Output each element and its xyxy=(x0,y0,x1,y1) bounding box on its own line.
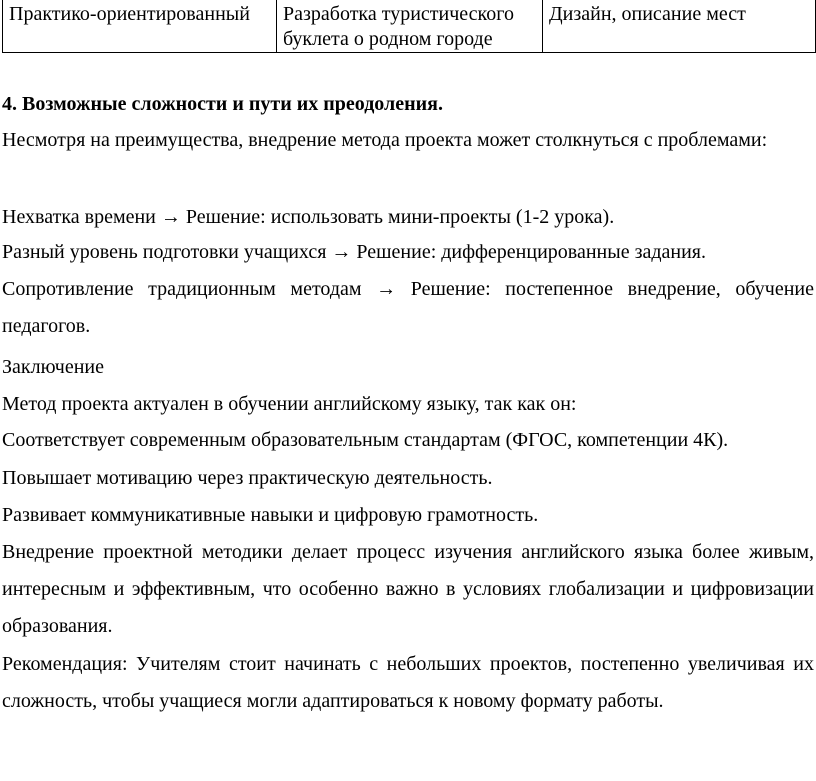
table-cell-project-skills: Дизайн, описание мест xyxy=(543,0,816,53)
paragraph-level-issue: Разный уровень подготовки учащихся → Решение: дифференцированные задания. xyxy=(2,241,707,263)
paragraph-standards: Соответствует современным образовательным стандартам (ФГОС, компетенции 4К). xyxy=(2,429,729,451)
paragraph-time-issue: Нехватка времени → Решение: использовать мини-проекты (1-2 урока). xyxy=(2,206,615,228)
paragraph-resistance-issue: Сопротивление традиционным методам → Решение: постепенное внедрение, обучение педагогов. xyxy=(2,278,814,337)
paragraph-motivation: Повышает мотивацию через практическую деятельность. xyxy=(2,467,493,489)
paragraph-intro: Несмотря на преимущества, внедрение метода проекта может столкнуться с проблемами: xyxy=(2,129,768,151)
paragraph-method-relevance: Метод проекта актуален в обучении английскому языку, так как он: xyxy=(2,393,577,415)
paragraph-skills: Развивает коммуникативные навыки и цифровую грамотность. xyxy=(2,504,539,526)
project-table xyxy=(2,0,816,53)
paragraph-recommendation: Рекомендация: Учителям стоит начинать с небольших проектов, постепенно увеличивая их сложность, чтобы учащиеся могли адаптироваться к новому формату работы. xyxy=(2,653,814,712)
table-row xyxy=(3,0,816,53)
paragraph-implementation: Внедрение проектной методики делает процесс изучения английского языка более живым, интересным и эффективным, что особенно важно в условиях глобализации и цифровизации образования. xyxy=(2,541,814,637)
conclusion-heading: Заключение xyxy=(2,356,104,378)
section-heading: 4. Возможные сложности и пути их преодоления. xyxy=(2,93,444,115)
table-cell-project-example: Разработка туристического буклета о родном городе xyxy=(277,0,543,53)
table-cell-project-type: Практико-ориентированный xyxy=(3,0,277,53)
